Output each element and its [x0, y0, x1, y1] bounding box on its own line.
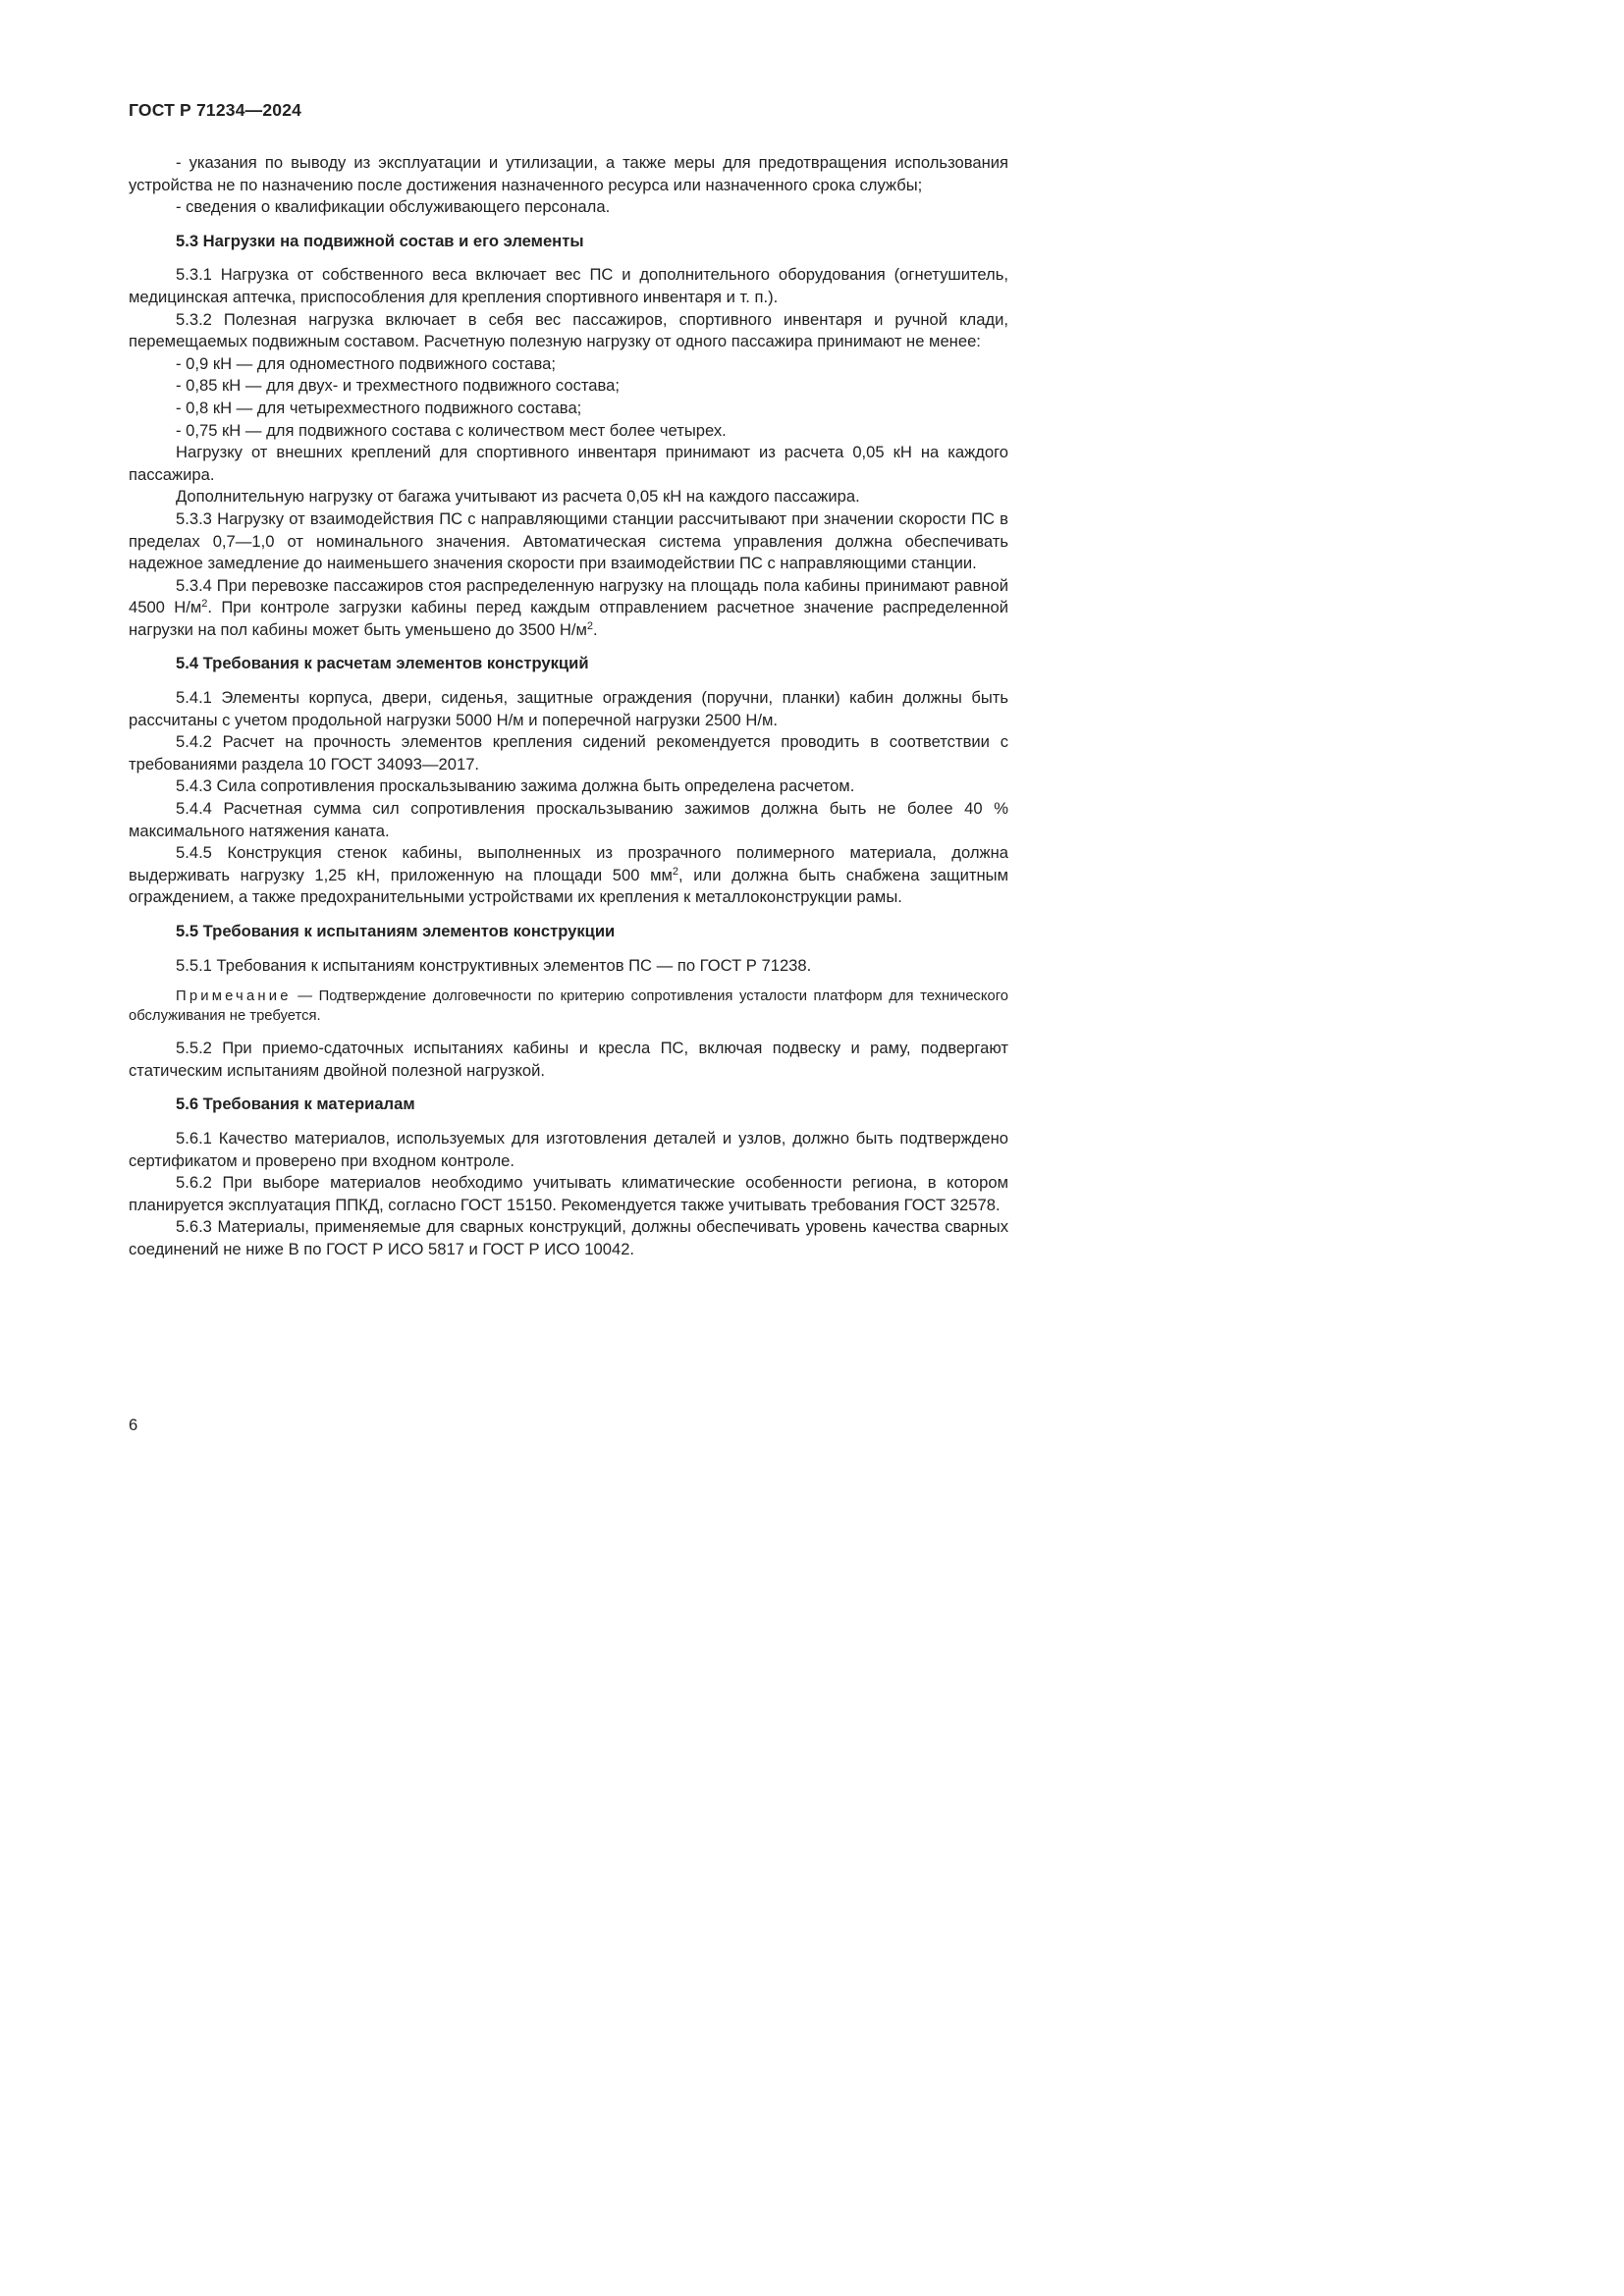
paragraph-5-6-3: 5.6.3 Материалы, применяемые для сварных конструкций, должны обеспечивать уровень качества сварных соединений не ниже В по ГОСТ Р ИСО 5817 и ГОСТ Р ИСО 10042.	[129, 1217, 1008, 1258]
paragraph-5-4-2: 5.4.2 Расчет на прочность элементов крепления сидений рекомендуется проводить в соответствии с требованиями раздела 10 ГОСТ 34093—2017.	[129, 732, 1008, 774]
superscript: 2	[586, 619, 594, 632]
section-heading-5-3: 5.3 Нагрузки на подвижной состав и его элементы	[176, 231, 584, 250]
paragraph-5-6-2: 5.6.2 При выборе материалов необходимо учитывать климатические особенности региона, в котором планируется эксплуатация ППКД, согласно ГОСТ 15150. Рекомендуется также учитывать требования ГОСТ 32578.	[129, 1173, 1008, 1214]
paragraph-5-5-2: 5.5.2 При приемо-сдаточных испытаниях кабины и кресла ПС, включая подвеску и раму, подвергают статическим испытаниям двойной полезной нагрузкой.	[129, 1039, 1008, 1080]
list-item: - 0,8 кН — для четырехместного подвижного состава;	[176, 398, 582, 417]
paragraph-5-3-4	[129, 575, 1008, 642]
list-item: - 0,85 кН — для двух- и трехместного подвижного состава;	[176, 376, 621, 396]
paragraph-5-3-2: 5.3.2 Полезная нагрузка включает в себя вес пассажиров, спортивного инвентаря и ручной клади, перемещаемых подвижным составом. Расчетную полезную нагрузку от одного пассажира принимают не менее:	[129, 309, 1008, 351]
text-run: 5.3.4 При перевозке пассажиров стоя распределенную нагрузку на площадь пола кабины принимают равной 4500 Н/м	[129, 575, 1008, 617]
text-run: , или должна быть снабжена защитным ограждением, а также предохранительными устройствами их крепления к металлоконструкции рамы.	[129, 865, 1008, 907]
section-heading-5-5: 5.5 Требования к испытаниям элементов конструкции	[176, 922, 616, 940]
note-label: Примечание	[176, 988, 292, 1005]
page-number: 6	[129, 1415, 138, 1434]
paragraph-baggage: Дополнительную нагрузку от багажа учитывают из расчета 0,05 кН на каждого пассажира.	[176, 487, 860, 507]
paragraph-5-4-3: 5.4.3 Сила сопротивления проскальзыванию зажима должна быть определена расчетом.	[176, 776, 855, 796]
paragraph-5-5-1: 5.5.1 Требования к испытаниям конструктивных элементов ПС — по ГОСТ Р 71238.	[176, 955, 812, 975]
list-item: - сведения о квалификации обслуживающего персонала.	[176, 197, 611, 217]
document-header: ГОСТ Р 71234—2024	[129, 100, 302, 120]
text-run: .	[593, 619, 598, 639]
note-text: — Подтверждение долговечности по критерию сопротивления усталости платформ для технического обслуживания не требуется.	[129, 988, 1008, 1025]
list-item: - 0,75 кН — для подвижного состава с количеством мест более четырех.	[176, 420, 727, 440]
paragraph-5-6-1: 5.6.1 Качество материалов, используемых для изготовления деталей и узлов, должно быть подтверждено сертификатом и проверено при входном контроле.	[129, 1128, 1008, 1170]
superscript: 2	[201, 598, 208, 611]
document-body	[129, 152, 1008, 1261]
list-item: - указания по выводу из эксплуатации и утилизации, а также меры для предотвращения использования устройства не по назначению после достижения назначенного ресурса или назначенного срока службы;	[129, 153, 1008, 194]
note	[129, 987, 1008, 1026]
section-heading-5-4: 5.4 Требования к расчетам элементов конструкций	[176, 654, 589, 673]
paragraph-5-4-4: 5.4.4 Расчетная сумма сил сопротивления проскальзыванию зажимов должна быть не более 40 % максимального натяжения каната.	[129, 799, 1008, 840]
text-run: . При контроле загрузки кабины перед каждым отправлением расчетное значение распределенной нагрузки на пол кабины может быть уменьшено до 3500 Н/м	[129, 598, 1008, 639]
section-heading-5-6: 5.6 Требования к материалам	[176, 1095, 415, 1114]
paragraph-5-4-1: 5.4.1 Элементы корпуса, двери, сиденья, защитные ограждения (поручни, планки) кабин должны быть рассчитаны с учетом продольной нагрузки 5000 Н/м и поперечной нагрузки 2500 Н/м.	[129, 688, 1008, 729]
paragraph-external-mounts: Нагрузку от внешних креплений для спортивного инвентаря принимают из расчета 0,05 кН на каждого пассажира.	[129, 443, 1008, 484]
paragraph-5-4-5	[129, 842, 1008, 909]
superscript: 2	[672, 865, 679, 878]
paragraph-5-3-1: 5.3.1 Нагрузка от собственного веса включает вес ПС и дополнительного оборудования (огнетушитель, медицинская аптечка, приспособления для крепления спортивного инвентаря и т. п.).	[129, 265, 1008, 306]
list-item: - 0,9 кН — для одноместного подвижного состава;	[176, 353, 556, 373]
paragraph-5-3-3: 5.3.3 Нагрузку от взаимодействия ПС с направляющими станции рассчитывают при значении скорости ПС в пределах 0,7—1,0 от номинального значения. Автоматическая система управления должна обеспечивать надежное замедление до наименьшего значения скорости при взаимодействии ПС с направляющими станции.	[129, 508, 1008, 573]
text-run: 5.4.5 Конструкция стенок кабины, выполненных из прозрачного полимерного материала, должна выдерживать нагрузку 1,25 кН, приложенную на площади 500 мм	[129, 843, 1008, 884]
